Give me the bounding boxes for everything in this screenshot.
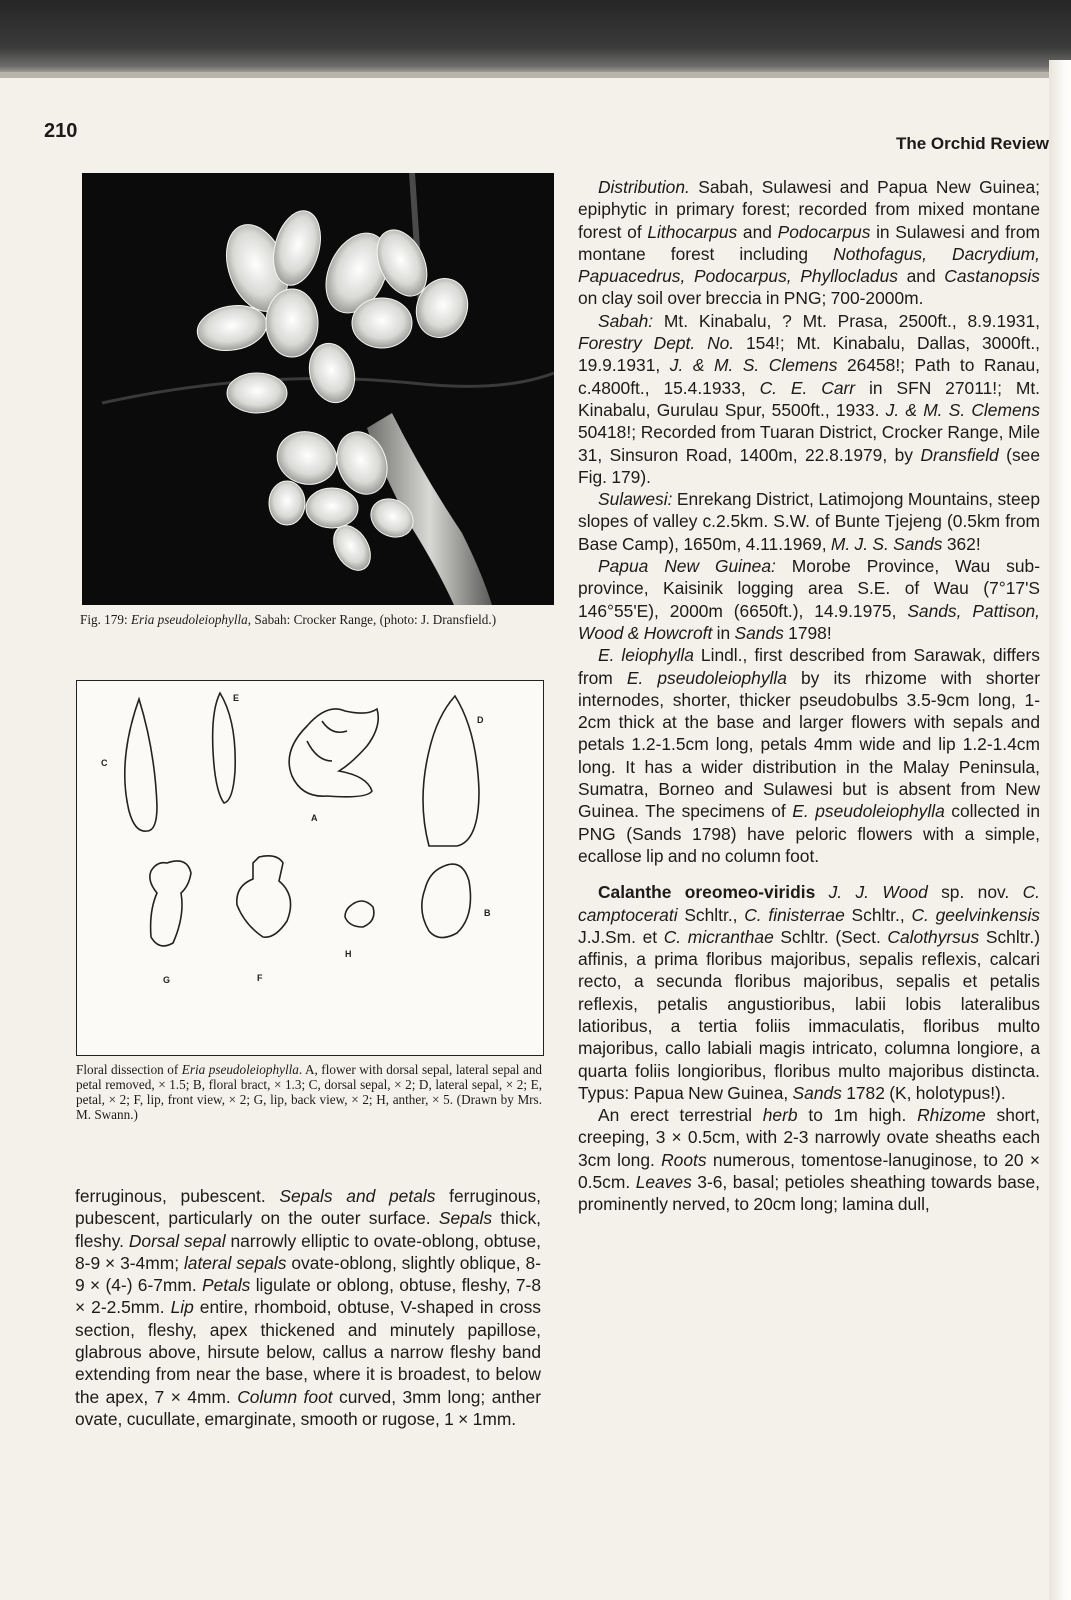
lip-back-drawing [150,861,191,946]
dissection-caption-text: . A, flower with dorsal sepal, lateral sepal and petal removed, × 1.5; B, floral bract, × 1.3; C, dorsal sepal, × 2; D, lateral sepal, × 2; E, petal, × 2; F, lip, front view, × 2; G, lip, back view, × 2; H, anther, × 5. (Drawn by Mrs. M. Swann.) [76,1062,543,1122]
plate-label-d: D [477,715,484,725]
scan-top-edge [0,0,1071,78]
left-text-column [75,1185,541,1430]
right-text-column [578,176,1040,1216]
sabah-paragraph: Sabah: Mt. Kinabalu, ? Mt. Prasa, 2500ft., 8.9.1931, Forestry Dept. No. 154!; Mt. Kinabalu, Dallas, 3000ft., 19.9.1931, J. & M. S. Clemens 26458!; Path to Ranau, c.4800ft., 15.4.1933, C. E. Carr in SFN 27011!; Mt. Kinabalu, Gurulau Spur, 5500ft., 1933. J. & M. S. Clemens 50418!; Recorded from Tuaran District, Crocker Range, Mile 31, Sinsuron Road, 1400m, 22.8.1979, by Dransfield (see Fig. 179). [578,310,1041,487]
sabah-label: Sabah: [598,310,654,331]
page-number: 210 [44,120,78,142]
plate-label-f: F [257,973,263,983]
sulawesi-paragraph: Sulawesi: Enrekang District, Latimojong Mountains, steep slopes of valley c.2.5km. S.W. of Bunte Tjejeng (0.5km from Base Camp), 1650m, 4.11.1969, M. J. S. Sands 362! [578,489,1040,554]
running-header: The Orchid Review [895,134,1049,153]
distribution-label: Distribution. [598,177,690,197]
plate-label-g: G [163,975,171,985]
figure-caption-text: , Sabah: Crocker Range, (photo: J. Dransfield.) [247,612,497,627]
plate-label-b: B [484,908,491,918]
anther-drawing [345,901,374,927]
png-label: Papua New Guinea: [598,556,776,577]
herb-description-paragraph: An erect terrestrial herb to 1m high. Rhizome short, creeping, 3 × 0.5cm, with 2-3 narrowly ovate sheaths each 3cm long. Roots numerous, tomentose-lanuginose, to 20 × 0.5cm. Leaves 3-6, basal; petioles sheathing towards base, prominently nerved, to 20cm long; lamina dull, [578,1105,1041,1215]
dorsal-sepal-drawing [125,699,157,831]
figure-caption-prefix: Fig. 179: [80,612,131,627]
scan-page-gutter [1049,60,1071,1600]
flower-drawing [289,709,378,797]
png-paragraph: Papua New Guinea: Morobe Province, Wau sub-province, Kaisinik logging area S.E. of Wau (7°17'S 146°55'E), 2000m (6650ft.), 14.9.1975, Sands, Pattison, Wood & Howcroft in Sands 1798! [578,556,1040,643]
dissection-caption-species: Eria pseudoleiophylla [181,1062,299,1077]
floral-bract-drawing [422,864,471,937]
sulawesi-label: Sulawesi: [598,489,673,510]
plate-label-a: A [311,813,318,823]
orchid-photograph [82,173,554,605]
calanthe-species-name: Calanthe oreomeo-viridis [598,882,816,903]
floral-dissection-drawing [77,681,543,1055]
lateral-sepal-drawing [423,696,479,846]
dissection-caption-prefix: Floral dissection of [76,1062,182,1077]
orchid-photo-illustration [82,173,554,605]
plate-label-h: H [345,949,352,959]
figure-caption-species: Eria pseudoleiophylla [130,612,248,627]
plate-label-c: C [101,758,108,768]
calanthe-paragraph: Calanthe oreomeo-viridis J. J. Wood sp. nov. C. camptocerati Schltr., C. finisterrae Schltr., C. geelvinkensis J.J.Sm. et C. micranthae Schltr. (Sect. Calothyrsus Schltr.) affinis, a prima floribus majoribus, sepalis reflexis, calcari recto, a secunda floribus majoribus, sepalis et petalis reflexis, petalis angustioribus, labii lobis lateralibus latioribus, a tertia foliis immaculatis, floribus multo majoribus, callo labiali magis intricato, columna longiore, a quarta foliis longioribus, floribus multo majoribus distincta. Typus: Papua New Guinea, Sands 1782 (K, holotypus!). [578,882,1041,1103]
floral-description-paragraph: ferruginous, pubescent. Sepals and petals ferruginous, pubescent, particularly on the outer surface. Sepals thick, fleshy. Dorsal sepal narrowly elliptic to ovate-oblong, obtuse, 8-9 × 3-4mm; lateral sepals ovate-oblong, slightly oblique, 8-9 × (4-) 6-7mm. Petals ligulate or oblong, obtuse, fleshy, 7-8 × 2-2.5mm. Lip entire, rhomboid, obtuse, V-shaped in cross section, fleshy, apex thickened and minutely papillose, glabrous above, hirsute below, callus a narrow fleshy band extending from near the base, where it is broadest, to below the apex, 7 × 4mm. Column foot curved, 3mm long; anther ovate, cucullate, emarginate, smooth or rugose, 1 × 1mm. [75,1186,542,1429]
floral-dissection-plate [76,680,544,1056]
plate-label-e: E [233,693,240,703]
petal-drawing [213,693,236,803]
figure-179-caption [80,612,554,627]
dissection-caption [76,1062,542,1122]
distribution-paragraph: Distribution. Sabah, Sulawesi and Papua New Guinea; epiphytic in primary forest; recorded from mixed montane forest of Lithocarpus and Podocarpus in Sulawesi and from montane forest including Nothofagus, Dacrydium, Papuacedrus, Podocarpus, Phyllocladus and Castanopsis on clay soil over breccia in PNG; 700-2000m. [578,177,1040,309]
leiophylla-paragraph: E. leiophylla Lindl., first described from Sarawak, differs from E. pseudoleiophylla by its rhizome with shorter internodes, shorter, thicker pseudobulbs 3.5-9cm long, 1-2cm thick at the base and larger flowers with sepals and petals 1.2-1.5cm long, petals 4mm wide and lip 1.2-1.4cm long. It has a wider distribution in the Malay Peninsula, Sumatra, Borneo and Sulawesi but is absent from New Guinea. The specimens of E. pseudoleiophylla collected in PNG (Sands 1798) have peloric flowers with a simple, ecallose lip and no column foot. [578,645,1040,866]
lip-front-drawing [237,856,291,937]
